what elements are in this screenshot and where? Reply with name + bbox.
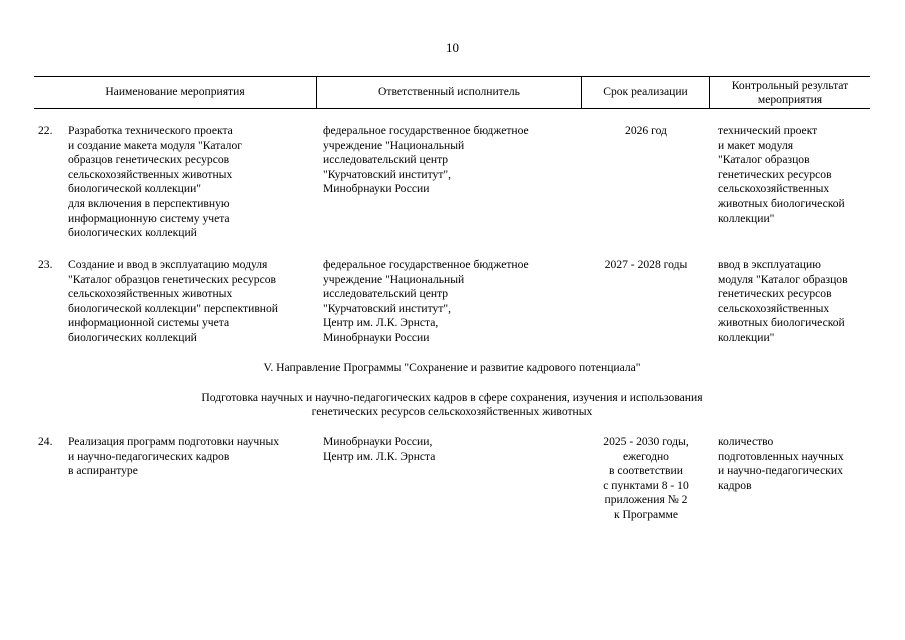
cell-line: с пунктами 8 - 10 (603, 478, 689, 492)
section-subtitle-line-2: генетических ресурсов сельскохозяйственных животных (311, 405, 593, 418)
header-term: Срок реализации (582, 77, 710, 108)
cell-line: технический проект (718, 124, 818, 137)
header-result-line-2: мероприятия (757, 92, 823, 106)
header-result (710, 77, 870, 108)
row-result (718, 124, 870, 226)
cell-line: "Курчатовский институт", (323, 301, 452, 315)
page-number: 10 (446, 40, 459, 55)
row-number: 24. (38, 435, 53, 448)
row-term (582, 435, 710, 523)
cell-line: и научно-педагогических (718, 464, 843, 478)
cell-line: биологической коллекции" (68, 182, 202, 196)
row-result (718, 435, 870, 493)
row-name (68, 258, 318, 346)
cell-line: Минобрнауки России (323, 182, 430, 196)
cell-line: для включения в перспективную (68, 196, 230, 210)
row-executor (323, 435, 573, 464)
row-executor (323, 258, 573, 346)
cell-line: Минобрнауки России (323, 330, 430, 344)
cell-line: коллекции" (718, 211, 775, 225)
cell-line: учреждение "Национальный (323, 138, 465, 152)
cell-line: Центр им. Л.К. Эрнста (323, 449, 436, 463)
row-term (582, 258, 710, 273)
cell-line: Разработка технического проекта (68, 124, 233, 137)
cell-line: "Каталог образцов генетических ресурсов (68, 272, 276, 286)
row-term (582, 124, 710, 139)
cell-line: и макет модуля (718, 138, 794, 152)
cell-line: 2027 - 2028 годы (604, 258, 688, 271)
row-name (68, 124, 318, 241)
cell-line: ввод в эксплуатацию (718, 258, 821, 271)
cell-line: коллекции" (718, 330, 775, 344)
cell-line: животных биологической (718, 316, 845, 330)
cell-line: в аспирантуре (68, 464, 138, 478)
cell-line: количество (718, 435, 774, 448)
cell-line: генетических ресурсов (718, 167, 832, 181)
header-name: Наименование мероприятия (34, 77, 317, 108)
cell-line: образцов генетических ресурсов (68, 153, 230, 167)
table-header (34, 76, 870, 109)
cell-line: Минобрнауки России, (323, 435, 433, 448)
row-result (718, 258, 870, 346)
cell-line: информационной системы учета (68, 316, 230, 330)
cell-line: ежегодно (623, 449, 669, 463)
header-executor: Ответственный исполнитель (317, 77, 582, 108)
cell-line: подготовленных научных (718, 449, 844, 463)
cell-line: сельскохозяйственных (718, 182, 830, 196)
cell-line: биологической коллекции" перспективной (68, 301, 279, 315)
cell-line: и научно-педагогических кадров (68, 449, 230, 463)
section-title: V. Направление Программы "Сохранение и развитие кадрового потенциала" (263, 361, 641, 374)
cell-line: 2025 - 2030 годы, (603, 435, 689, 448)
cell-line: биологических коллекций (68, 330, 197, 344)
cell-line: федеральное государственное бюджетное (323, 124, 529, 137)
cell-line: федеральное государственное бюджетное (323, 258, 529, 271)
cell-line: "Курчатовский институт", (323, 167, 452, 181)
row-number: 22. (38, 124, 53, 137)
cell-line: информационную систему учета (68, 211, 230, 225)
cell-line: сельскохозяйственных животных (68, 167, 233, 181)
cell-line: к Программе (613, 507, 678, 521)
cell-line: и создание макета модуля "Каталог (68, 138, 243, 152)
row-executor (323, 124, 573, 197)
cell-line: генетических ресурсов (718, 287, 832, 301)
section-subtitle-line-1: Подготовка научных и научно-педагогических кадров в сфере сохранения, изучения и использования (201, 391, 703, 404)
header-result-line-1: Контрольный результат (731, 78, 849, 92)
row-name (68, 435, 318, 479)
cell-line: учреждение "Национальный (323, 272, 465, 286)
cell-line: исследовательский центр (323, 287, 449, 301)
cell-line: приложения № 2 (604, 493, 688, 507)
cell-line: Реализация программ подготовки научных (68, 435, 280, 448)
cell-line: "Каталог образцов (718, 153, 810, 167)
cell-line: сельскохозяйственных (718, 301, 830, 315)
cell-line: 2026 год (625, 124, 667, 137)
cell-line: сельскохозяйственных животных (68, 287, 233, 301)
cell-line: животных биологической (718, 196, 845, 210)
cell-line: Центр им. Л.К. Эрнста, (323, 316, 439, 330)
cell-line: в соответствии (609, 464, 683, 478)
row-number: 23. (38, 258, 53, 271)
cell-line: модуля "Каталог образцов (718, 272, 848, 286)
cell-line: исследовательский центр (323, 153, 449, 167)
cell-line: Создание и ввод в эксплуатацию модуля (68, 258, 268, 271)
cell-line: кадров (718, 478, 752, 492)
cell-line: биологических коллекций (68, 226, 197, 240)
